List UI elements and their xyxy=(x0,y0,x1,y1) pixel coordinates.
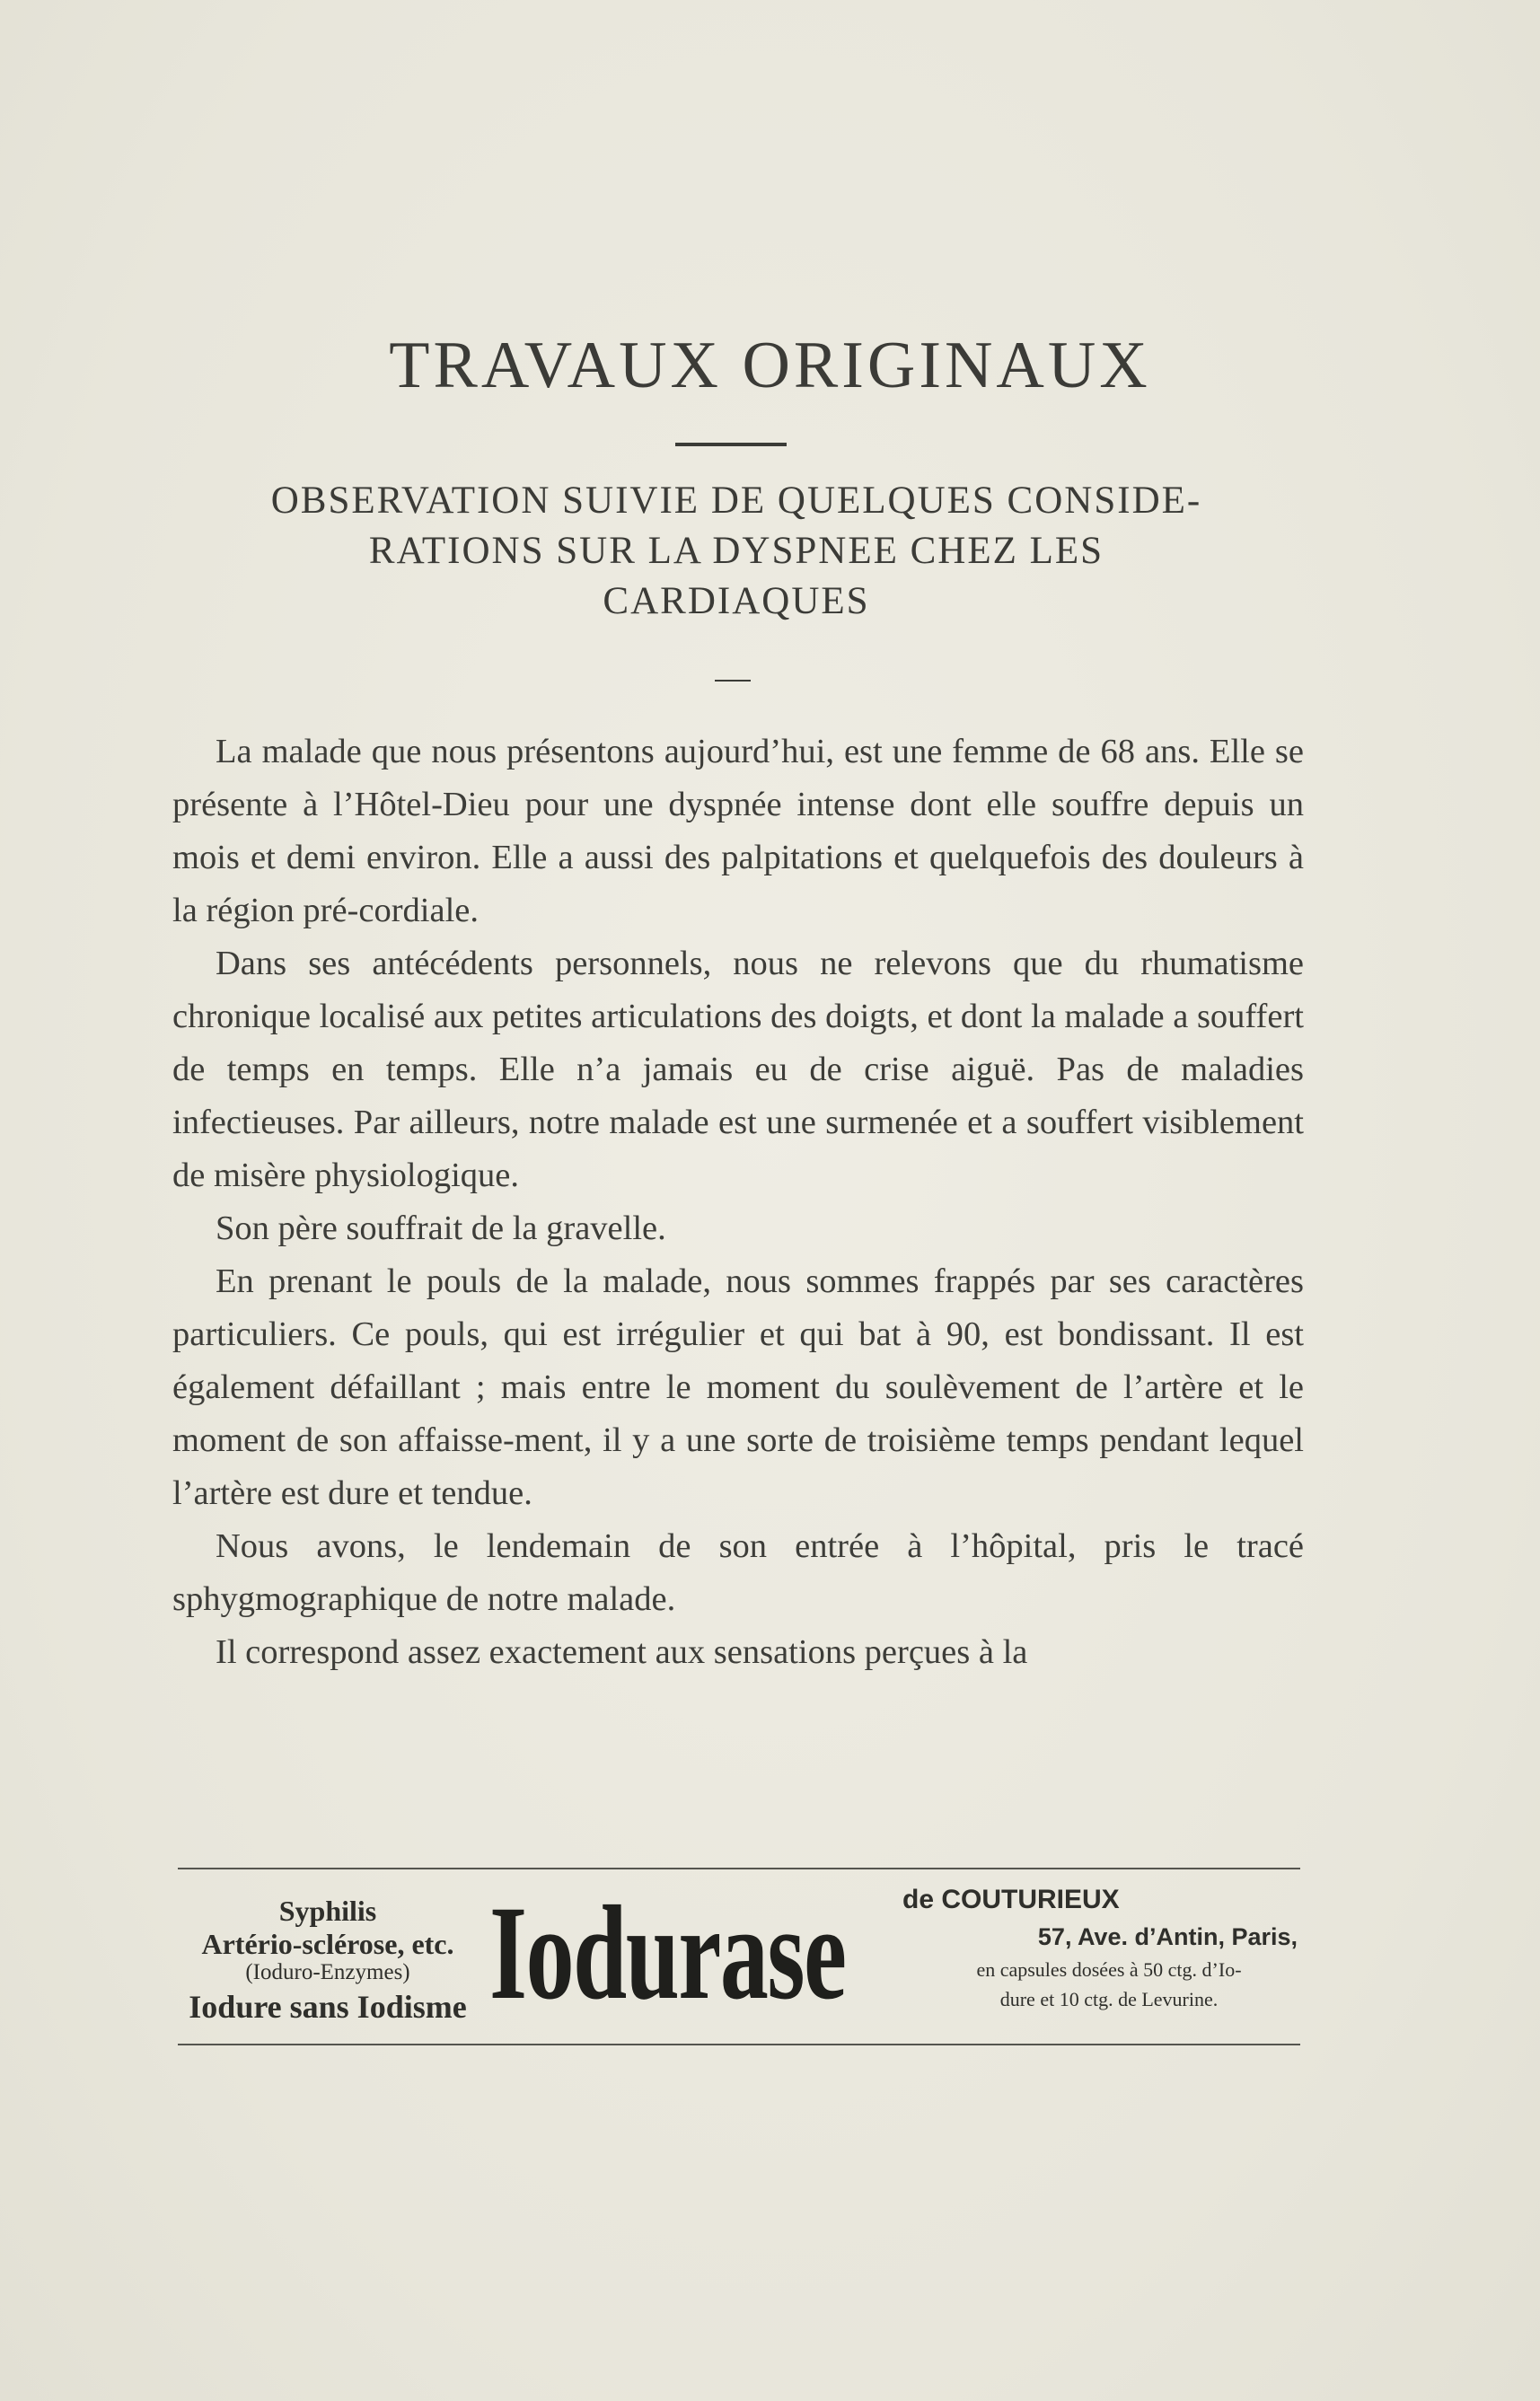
ad-right-line: de COUTURIEUX xyxy=(902,1885,1120,1914)
ad-right-line: dure et 10 ctg. de Levurine. xyxy=(999,1988,1219,2010)
article-title-line: OBSERVATION SUIVIE DE QUELQUES CONSIDE- xyxy=(270,479,1202,522)
advertisement-right-block xyxy=(902,1881,1316,2014)
article-divider xyxy=(715,680,751,682)
ad-right-line: en capsules dosées à 50 ctg. d’Io- xyxy=(976,1958,1242,1981)
advertisement-bottom-rule xyxy=(178,2044,1300,2045)
paragraph: Dans ses antécédents personnels, nous ne relevons que du rhumatisme chronique localisé aux petites articulations des doigts, et dont la malade a souffert de temps en temps. Elle n’a jamais eu de crise aiguë. Pas de maladies infectieuses. Par ailleurs, notre malade est une surmenée et a souffert visiblement de misère physiologique. xyxy=(172,945,1304,1194)
ad-left-line: Syphilis xyxy=(278,1895,377,1927)
article-body xyxy=(172,726,1304,1679)
paragraph: En prenant le pouls de la malade, nous sommes frappés par ses caractères particuliers. Ce pouls, qui est irrégulier et qui bat à 90, est bondissant. Il est également défaillant ; mais entre le moment du soulèvement de l’artère et le moment de son affaisse-ment, il y a une sorte de troisième temps pendant lequel l’artère est dure et tendue. xyxy=(172,1262,1304,1512)
ad-left-line: Iodure sans Iodisme xyxy=(189,1989,467,2025)
paragraph: Nous avons, le lendemain de son entrée à l’hôpital, pris le tracé sphygmographique de notre malade. xyxy=(172,1527,1304,1618)
article-title-line: RATIONS SUR LA DYSPNEE CHEZ LES xyxy=(368,530,1104,572)
advertisement-top-rule xyxy=(178,1868,1300,1869)
title-divider xyxy=(675,443,787,446)
advertisement-brand: Iodurase xyxy=(489,1878,846,2027)
section-title: TRAVAUX ORIGINAUX xyxy=(389,329,1151,402)
paragraph: La malade que nous présentons aujourd’hui, est une femme de 68 ans. Elle se présente à l’Hôtel-Dieu pour une dyspnée intense dont elle souffre depuis un mois et demi environ. Elle a aussi des palpitations et quelquefois des douleurs à la région pré-cordiale. xyxy=(172,733,1304,929)
ad-left-line: (Ioduro-Enzymes) xyxy=(245,1960,410,1984)
article-title xyxy=(162,476,1311,627)
paragraph: Il correspond assez exactement aux sensations perçues à la xyxy=(216,1633,1028,1671)
article-title-line: CARDIAQUES xyxy=(603,580,870,622)
paragraph: Son père souffrait de la gravelle. xyxy=(216,1209,666,1247)
advertisement-left-block xyxy=(171,1893,485,2027)
ad-left-line: Artério-sclérose, etc. xyxy=(201,1928,454,1960)
ad-right-line: 57, Ave. d’Antin, Paris, xyxy=(1037,1923,1298,1950)
